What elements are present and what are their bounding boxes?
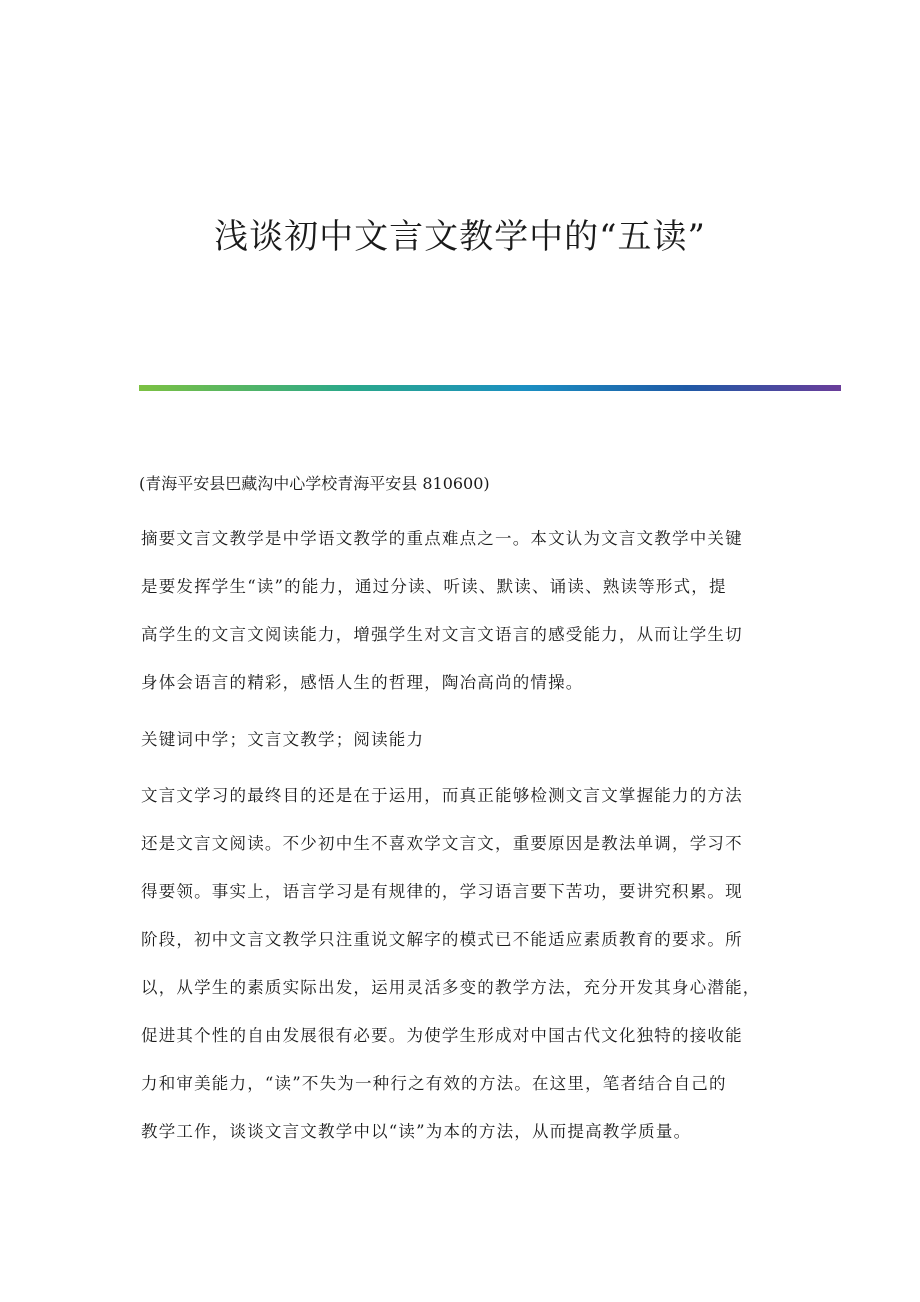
body-line: 阶段，初中文言文教学只注重说文解字的模式已不能适应素质教育的要求。所 (141, 930, 743, 949)
author-affiliation: (青海平安县巴藏沟中心学校青海平安县 810600) (139, 474, 490, 493)
title-divider (139, 385, 841, 391)
abstract-line: 高学生的文言文阅读能力，增强学生对文言文语言的感受能力，从而让学生切 (141, 625, 743, 644)
abstract-paragraph (141, 515, 781, 707)
body-line: 还是文言文阅读。不少初中生不喜欢学文言文，重要原因是教法单调，学习不 (141, 834, 743, 853)
body-line: 力和审美能力，“读”不失为一种行之有效的方法。在这里，笔者结合自己的 (141, 1074, 727, 1093)
abstract-line: 是要发挥学生“读”的能力，通过分读、听读、默读、诵读、熟读等形式，提 (141, 577, 727, 596)
body-line: 得要领。事实上，语言学习是有规律的，学习语言要下苦功，要讲究积累。现 (141, 882, 743, 901)
body-line: 教学工作，谈谈文言文教学中以“读”为本的方法，从而提高教学质量。 (141, 1122, 692, 1141)
keywords-line: 关键词中学；文言文教学；阅读能力 (141, 730, 425, 749)
document-title: 浅谈初中文言文教学中的“五读” (214, 217, 706, 257)
body-line: 文言文学习的最终目的还是在于运用，而真正能够检测文言文掌握能力的方法 (141, 786, 743, 805)
keywords-paragraph (141, 716, 781, 764)
body-line: 促进其个性的自由发展很有必要。为使学生形成对中国古代文化独特的接收能 (141, 1026, 743, 1045)
body-paragraph (141, 772, 781, 1156)
abstract-line: 身体会语言的精彩，感悟人生的哲理，陶冶高尚的情操。 (141, 673, 584, 692)
body-line: 以，从学生的素质实际出发，运用灵活多变的教学方法，充分开发其身心潜能， (141, 978, 761, 997)
abstract-line: 摘要文言文教学是中学语文教学的重点难点之一。本文认为文言文教学中关键 (141, 529, 743, 548)
